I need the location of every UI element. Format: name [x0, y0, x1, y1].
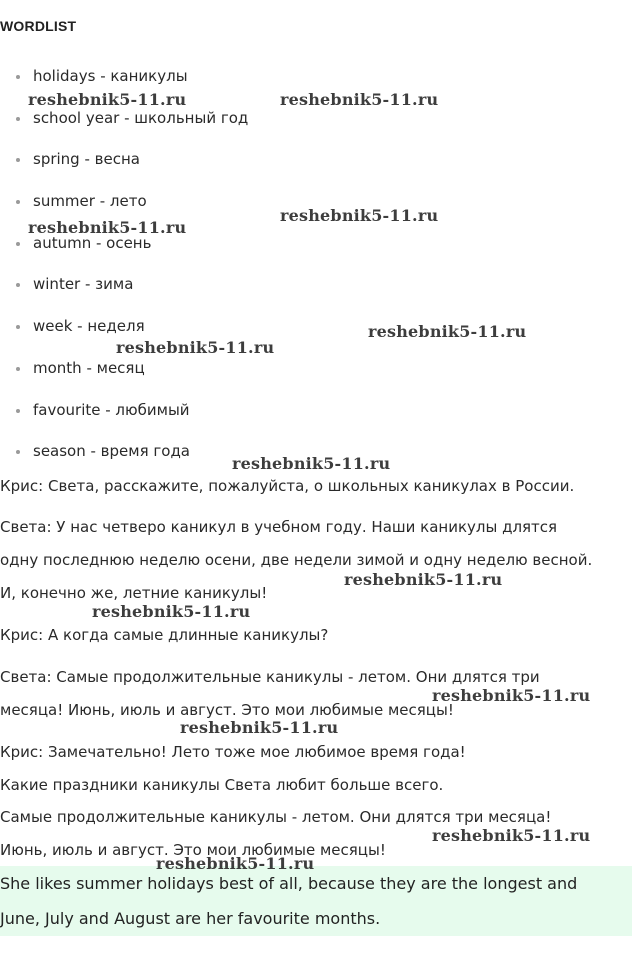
word-entry: season - время года [33, 442, 191, 461]
dialog-line-sveta-2: Света: Самые продолжительные каникулы - летом. Они длятся три месяца! Июнь, июль и август. Это мои любимые месяцы! [0, 668, 540, 719]
dialog-line-chris-2: Крис: А когда самые длинные каникулы? [0, 626, 329, 644]
watermark: reshebnik5-11.ru [432, 826, 591, 845]
list-item [0, 354, 248, 396]
bullet-icon [16, 283, 20, 287]
dialog-line-sveta-1: Света: У нас четверо каникул в учебном году. Наши каникулы длятся одну последнюю неделю осени, две недели зимой и одну неделю весной. И, конечно же, летние каникулы! [0, 518, 593, 602]
bullet-icon [16, 158, 20, 162]
answer-english: She likes summer holidays best of all, because they are the longest and June, July and August are her favourite months. [0, 874, 578, 928]
wordlist [0, 62, 248, 479]
watermark: reshebnik5-11.ru [280, 206, 439, 225]
bullet-icon [16, 117, 20, 121]
word-entry: week - неделя [33, 317, 145, 336]
watermark: reshebnik5-11.ru [28, 218, 187, 237]
dialog-line-chris-3: Крис: Замечательно! Лето тоже мое любимое время года! [0, 743, 466, 761]
watermark: reshebnik5-11.ru [344, 570, 503, 589]
list-item [0, 145, 248, 187]
watermark: reshebnik5-11.ru [180, 718, 339, 737]
word-entry: spring - весна [33, 150, 140, 169]
answer-highlight-box [0, 866, 632, 936]
dialog-line-chris-1: Крис: Света, расскажите, пожалуйста, о школьных каникулах в России. [0, 477, 575, 495]
bullet-icon [16, 325, 20, 329]
word-entry: summer - лето [33, 192, 147, 211]
watermark: reshebnik5-11.ru [432, 686, 591, 705]
list-item [0, 396, 248, 438]
word-entry: autumn - осень [33, 233, 152, 252]
watermark: reshebnik5-11.ru [28, 90, 187, 109]
answer-russian: Самые продолжительные каникулы - летом. Они длятся три месяца! Июнь, июль и август. Это мои любимые месяцы! [0, 808, 552, 859]
word-entry: winter - зима [33, 275, 134, 294]
word-entry: month - месяц [33, 358, 145, 377]
bullet-icon [16, 242, 20, 246]
word-entry: school year - школьный год [33, 108, 249, 127]
bullet-icon [16, 367, 20, 371]
watermark: reshebnik5-11.ru [232, 454, 391, 473]
bullet-icon [16, 450, 20, 454]
list-item [0, 270, 248, 312]
watermark: reshebnik5-11.ru [368, 322, 527, 341]
watermark: reshebnik5-11.ru [156, 854, 315, 873]
watermark: reshebnik5-11.ru [116, 338, 275, 357]
task-question: Какие праздники каникулы Света любит больше всего. [0, 776, 444, 794]
wordlist-heading: WORDLIST [0, 18, 77, 34]
watermark: reshebnik5-11.ru [280, 90, 439, 109]
word-entry: favourite - любимый [33, 400, 190, 419]
word-entry: holidays - каникулы [33, 67, 188, 85]
watermark: reshebnik5-11.ru [92, 602, 251, 621]
list-item [0, 104, 248, 146]
bullet-icon [16, 409, 20, 413]
bullet-icon [16, 75, 20, 79]
bullet-icon [16, 200, 20, 204]
